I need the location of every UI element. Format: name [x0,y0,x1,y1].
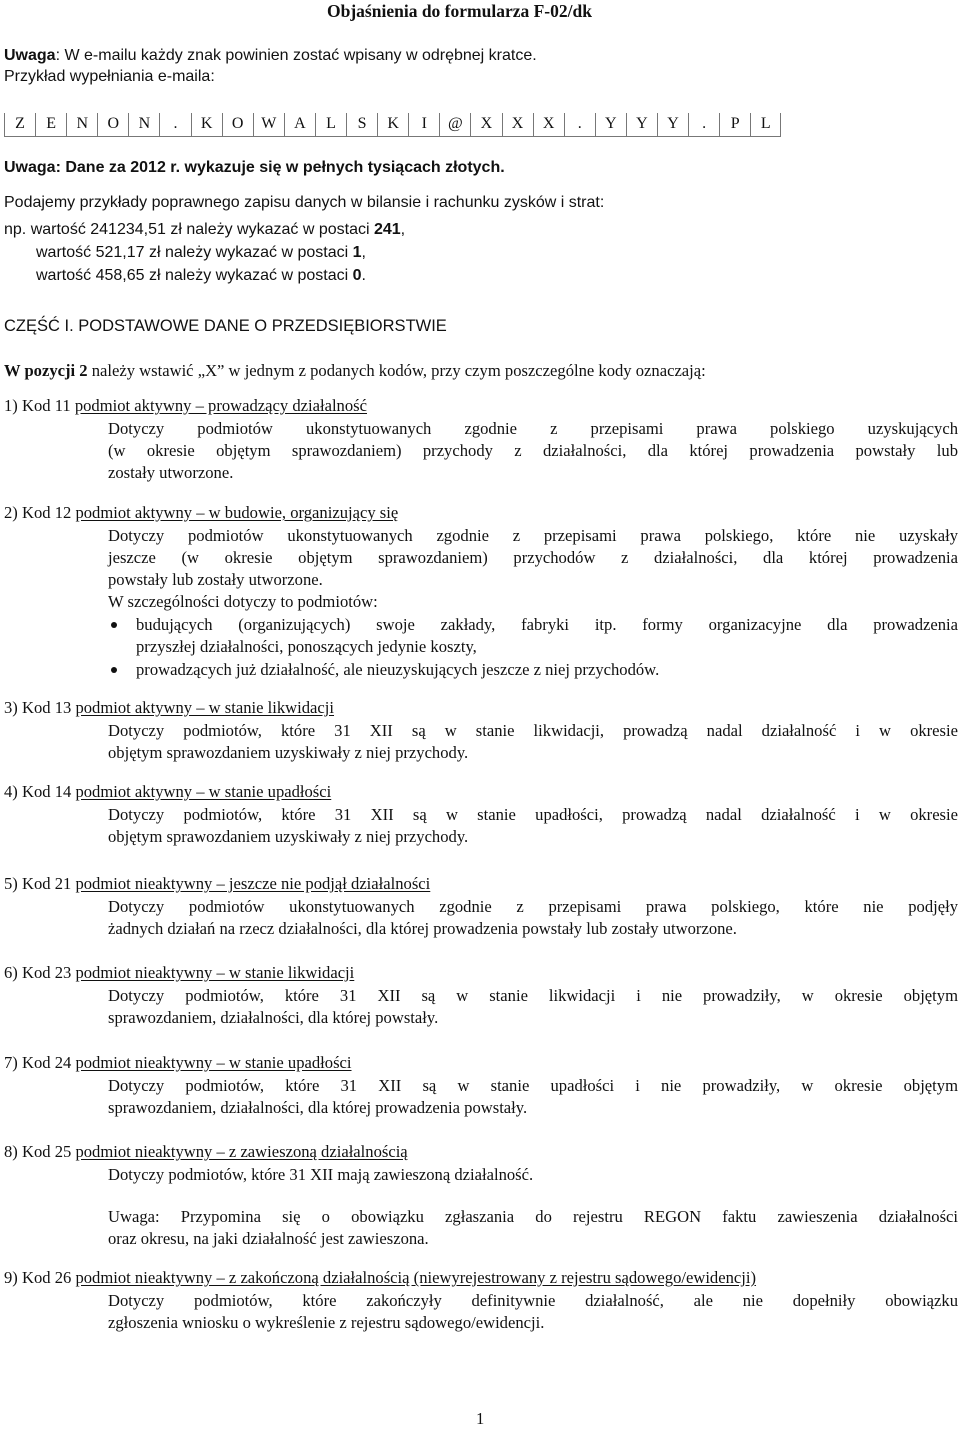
page-number: 1 [476,1409,485,1428]
email-char-cell: X [502,113,533,137]
code-description: Dotyczy podmiotów, które 31 XII są w stanie upadłości, prowadzą nadal działalność i w okresie [108,805,958,824]
email-char-cell: N [66,113,97,137]
regon-note: oraz okresu, na jaki działalność jest zawieszona. [108,1229,429,1248]
bullet-item: budujących (organizujących) swoje zakłady, fabryki itp. formy organizacyjne dla prowadzenia [136,615,958,634]
email-char-cell: L [750,113,781,137]
code-description: Dotyczy podmiotów, które zakończyły definitywnie działalność, ale nie dopełniły obowiązku [108,1291,958,1310]
code-description: objętym sprawozdaniem uzyskiwały z niej przychody. [108,743,469,762]
section-heading: CZĘŚĆ I. PODSTAWOWE DANE O PRZEDSIĘBIORSTWIE [4,317,447,335]
pozycja-intro: W pozycji 2 należy wstawić „X” w jednym z podanych kodów, przy czym poszczególne kody oznaczają: [4,361,706,380]
email-char-cell: O [222,113,253,137]
email-char-cell: K [191,113,222,137]
code-description: zostały utworzone. [108,463,234,482]
code-description: sprawozdaniem, działalności, dla której prowadzenia powstały. [108,1098,528,1117]
email-char-cell: . [564,113,595,137]
code-description: Dotyczy podmiotów, które 31 XII są w stanie likwidacji i nie prowadziły, w okresie objętym [108,986,958,1005]
code-heading: 8) Kod 25 podmiot nieaktywny – z zawieszoną działalnością [4,1142,408,1161]
bullet-icon [111,667,117,673]
email-char-cell: I [408,113,439,137]
email-char-cell: X [470,113,501,137]
code-description: żadnych działań na rzecz działalności, dla której prowadzenia powstały lub zostały utworzone. [108,919,737,938]
code-description: Dotyczy podmiotów ukonstytuowanych zgodnie z przepisami prawa polskiego, które nie uzyskały [108,526,958,545]
regon-note: Uwaga: Przypomina się o obowiązku zgłaszania do rejestru REGON faktu zawieszenia działalności [108,1207,958,1226]
email-char-cell: Y [595,113,626,137]
email-char-cell: O [97,113,128,137]
code-description: W szczególności dotyczy to podmiotów: [108,592,378,611]
code-description: Dotyczy podmiotów, które 31 XII są w stanie upadłości i nie prowadziły, w okresie objętym [108,1076,958,1095]
examples-intro: Podajemy przykłady poprawnego zapisu danych w bilansie i rachunku zysków i strat: [4,194,605,211]
code-description: zgłoszenia wniosku o wykreślenie z rejestru sądowego/ewidencji. [108,1313,545,1332]
code-heading: 7) Kod 24 podmiot nieaktywny – w stanie upadłości [4,1053,352,1072]
code-description: Dotyczy podmiotów, które 31 XII mają zawieszoną działalność. [108,1165,534,1184]
code-description: objętym sprawozdaniem uzyskiwały z niej przychody. [108,827,469,846]
email-char-cell: K [377,113,408,137]
email-char-cell: Y [657,113,688,137]
code-description: Dotyczy podmiotów, które 31 XII są w stanie likwidacji, prowadzą nadal działalność i w okresie [108,721,958,740]
data-units-note: Uwaga: Dane za 2012 r. wykazuje się w pełnych tysiącach złotych. [4,159,505,176]
email-char-cell: X [533,113,564,137]
email-char-cell: S [346,113,377,137]
email-char-cell: Y [626,113,657,137]
example-line: wartość 458,65 zł należy wykazać w postaci 0. [36,267,366,284]
uwaga-label: Uwaga [4,47,56,64]
email-char-cell: W [253,113,284,137]
email-example-label: Przykład wypełniania e-maila: [4,68,215,85]
email-char-cell: N [128,113,159,137]
example-line: np. wartość 241234,51 zł należy wykazać w postaci 241, [4,221,406,238]
email-char-cell: . [688,113,719,137]
email-char-cell: P [719,113,750,137]
code-heading: 3) Kod 13 podmiot aktywny – w stanie likwidacji [4,698,335,717]
email-instruction [4,45,537,68]
email-char-cell: @ [439,113,470,137]
email-char-cell: L [315,113,346,137]
email-char-cell: E [35,113,66,137]
example-line: wartość 521,17 zł należy wykazać w postaci 1, [36,244,366,261]
code-heading: 2) Kod 12 podmiot aktywny – w budowie, organizujący się [4,503,399,522]
code-heading: 9) Kod 26 podmiot nieaktywny – z zakończoną działalnością (niewyrejestrowany z rejestru sądowego/ewidencji) [4,1268,757,1287]
code-heading: 1) Kod 11 podmiot aktywny – prowadzący działalność [4,396,367,415]
code-description: jeszcze (w okresie objętym sprawozdaniem) przychodów z działalności, dla której prowadzenia [108,548,958,567]
code-heading: 6) Kod 23 podmiot nieaktywny – w stanie likwidacji [4,963,355,982]
code-heading: 5) Kod 21 podmiot nieaktywny – jeszcze nie podjął działalności [4,874,431,893]
email-char-cell: Z [4,113,35,137]
bullet-icon [111,622,117,628]
page-title: Objaśnienia do formularza F-02/dk [327,1,592,21]
code-description: (w okresie objętym sprawozdaniem) przychody z działalności, dla której prowadzenia powstały lub [108,441,958,460]
uwaga-text: : W e-mailu każdy znak powinien zostać wpisany w odrębnej kratce. [55,47,537,64]
code-heading: 4) Kod 14 podmiot aktywny – w stanie upadłości [4,782,332,801]
code-description: Dotyczy podmiotów ukonstytuowanych zgodnie z przepisami prawa polskiego uzyskujących [108,419,958,438]
code-description: sprawozdaniem, działalności, dla której powstały. [108,1008,439,1027]
code-description: Dotyczy podmiotów ukonstytuowanych zgodnie z przepisami prawa polskiego, które nie podjęły [108,897,958,916]
code-description: powstały lub zostały utworzone. [108,570,323,589]
email-example-grid [4,113,896,137]
email-char-cell: A [284,113,315,137]
bullet-item: prowadzących już działalność, ale nieuzyskujących jeszcze z niej przychodów. [136,660,660,679]
email-char-cell: . [159,113,190,137]
bullet-item: przyszłej działalności, ponoszących jedynie koszty, [136,637,477,656]
